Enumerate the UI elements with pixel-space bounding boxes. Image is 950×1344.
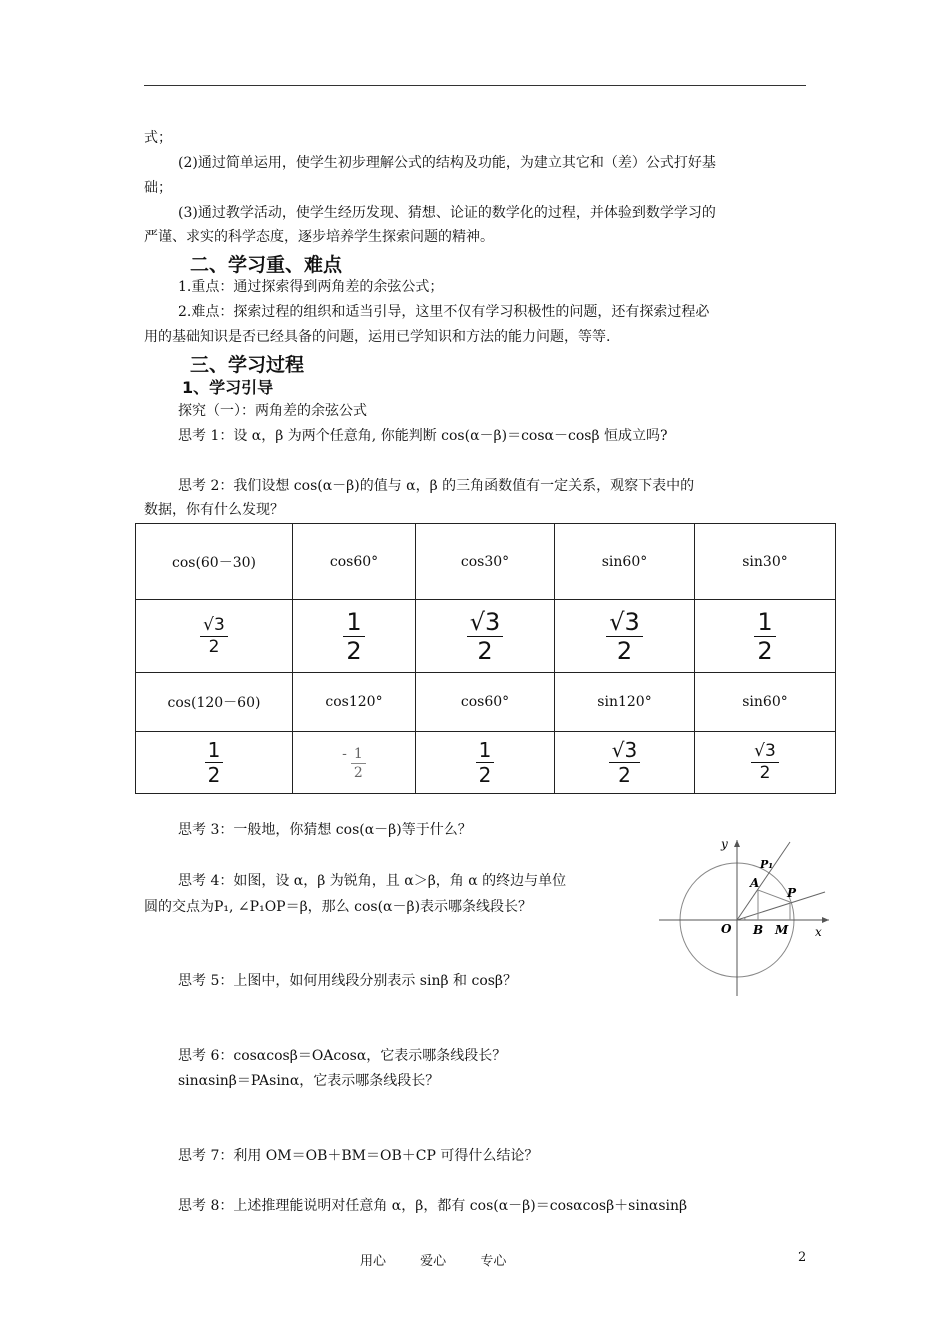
question-1: 思考 1：设 α，β 为两个任意角, 你能判断 cos(α－β)＝cosα－cosβ 恒成立吗? bbox=[178, 428, 668, 444]
table-cell bbox=[136, 600, 293, 673]
label-M: M bbox=[775, 923, 789, 937]
page-number: 2 bbox=[798, 1250, 807, 1265]
text-line: (2)通过简单运用，使学生初步理解公式的结构及功能，为建立其它和（差）公式打好基 bbox=[178, 155, 716, 171]
table-row bbox=[136, 600, 836, 673]
label-x: x bbox=[815, 925, 822, 939]
table-cell bbox=[555, 732, 695, 794]
subsection-heading: 1、学习引导 bbox=[182, 378, 274, 397]
question-2-cont: 数据，你有什么发现？ bbox=[144, 502, 284, 518]
table-cell: cos30° bbox=[416, 524, 555, 600]
table-cell bbox=[695, 600, 836, 673]
table-cell: cos(60－30) bbox=[136, 524, 293, 600]
question-3: 思考 3：一般地，你猜想 cos(α－β)等于什么？ bbox=[178, 822, 472, 838]
label-P1: P₁ bbox=[760, 858, 774, 871]
table-cell: cos120° bbox=[293, 673, 416, 732]
table-cell: cos60° bbox=[293, 524, 416, 600]
question-6: 思考 6：cosαcosβ＝OAcosα，它表示哪条线段长？ bbox=[178, 1048, 507, 1064]
label-A: A bbox=[750, 876, 760, 890]
table-cell bbox=[416, 600, 555, 673]
table-row bbox=[136, 673, 836, 732]
fraction: $\frac{1}{2}$ bbox=[476, 740, 495, 785]
table-cell bbox=[136, 732, 293, 794]
table-cell: sin120° bbox=[555, 673, 695, 732]
fraction: $\frac{√3}{2}$ bbox=[606, 610, 643, 663]
footer-item: 爱心 bbox=[420, 1254, 447, 1269]
table-row bbox=[136, 524, 836, 600]
x-axis-arrow bbox=[822, 917, 829, 923]
segment-AP bbox=[758, 890, 790, 902]
table-cell bbox=[416, 732, 555, 794]
table-cell bbox=[293, 732, 416, 794]
fraction: $\frac{1}{2}$ bbox=[343, 610, 364, 663]
text-line: 础； bbox=[144, 180, 172, 196]
table-cell: sin60° bbox=[695, 673, 836, 732]
text-line: 式； bbox=[144, 130, 172, 146]
table-cell bbox=[695, 732, 836, 794]
footer-item: 专心 bbox=[480, 1254, 507, 1269]
section-heading: 三、学习过程 bbox=[190, 354, 305, 376]
text-line: 用的基础知识是否已经具备的问题，运用已学知识和方法的能力问题，等等. bbox=[144, 329, 611, 345]
question-4: 思考 4：如图，设 α，β 为锐角，且 α＞β，角 α 的终边与单位 bbox=[178, 873, 567, 889]
table-cell bbox=[293, 600, 416, 673]
question-2: 思考 2：我们设想 cos(α－β)的值与 α，β 的三角函数值有一定关系，观察下表中的 bbox=[178, 478, 695, 494]
text-line: (3)通过教学活动，使学生经历发现、猜想、论证的数学化的过程，并体验到数学学习的 bbox=[178, 205, 716, 221]
question-5: 思考 5：上图中，如何用线段分别表示 sinβ 和 cosβ？ bbox=[178, 973, 518, 989]
table-cell: cos60° bbox=[416, 673, 555, 732]
fraction: $\frac{√3}{2}$ bbox=[467, 610, 504, 663]
fraction: $\frac{√3}{2}$ bbox=[200, 617, 228, 656]
minus-sign: - bbox=[342, 745, 347, 762]
table-cell: cos(120－60) bbox=[136, 673, 293, 732]
fraction: $\frac{1}{2}$ bbox=[754, 610, 775, 663]
footer-item: 用心 bbox=[360, 1254, 387, 1269]
table-cell: sin30° bbox=[695, 524, 836, 600]
label-O: O bbox=[721, 922, 732, 936]
question-7: 思考 7：利用 OM＝OB＋BM＝OB＋CP 可得什么结论？ bbox=[178, 1148, 539, 1164]
question-6-cont: sinαsinβ＝PAsinα，它表示哪条线段长？ bbox=[178, 1073, 440, 1089]
label-P: P bbox=[787, 886, 797, 900]
table-cell bbox=[555, 600, 695, 673]
section-heading: 二、学习重、难点 bbox=[190, 254, 343, 276]
question-4-cont: 圆的交点为P₁, ∠P₁OP＝β，那么 cos(α－β)表示哪条线段长？ bbox=[144, 899, 533, 915]
question-8: 思考 8：上述推理能说明对任意角 α，β，都有 cos(α－β)＝cosαcosβ＋sinαsinβ bbox=[178, 1198, 688, 1214]
text-line: 1.重点：通过探索得到两角差的余弦公式； bbox=[178, 279, 444, 295]
table-row bbox=[136, 732, 836, 794]
label-y: y bbox=[721, 837, 728, 851]
terminal-side-alpha bbox=[737, 842, 790, 920]
y-axis-arrow bbox=[734, 840, 740, 847]
terminal-side-beta bbox=[737, 892, 825, 920]
fraction: $\frac{√3}{2}$ bbox=[751, 743, 779, 782]
footer-motto bbox=[360, 1250, 536, 1269]
text-line: 探究（一）：两角差的余弦公式 bbox=[178, 403, 367, 419]
text-line: 严谨、求实的科学态度，逐步培养学生探索问题的精神。 bbox=[144, 229, 494, 245]
table-cell: sin60° bbox=[555, 524, 695, 600]
fraction: $\frac{1}{2}$ bbox=[351, 747, 366, 780]
text-line: 2.难点：探索过程的组织和适当引导，这里不仅有学习积极性的问题，还有探索过程必 bbox=[178, 304, 710, 320]
fraction: $\frac{√3}{2}$ bbox=[609, 740, 640, 785]
header-rule bbox=[144, 85, 806, 86]
value-table bbox=[135, 523, 836, 794]
label-B: B bbox=[753, 923, 764, 937]
fraction: $\frac{1}{2}$ bbox=[205, 740, 224, 785]
